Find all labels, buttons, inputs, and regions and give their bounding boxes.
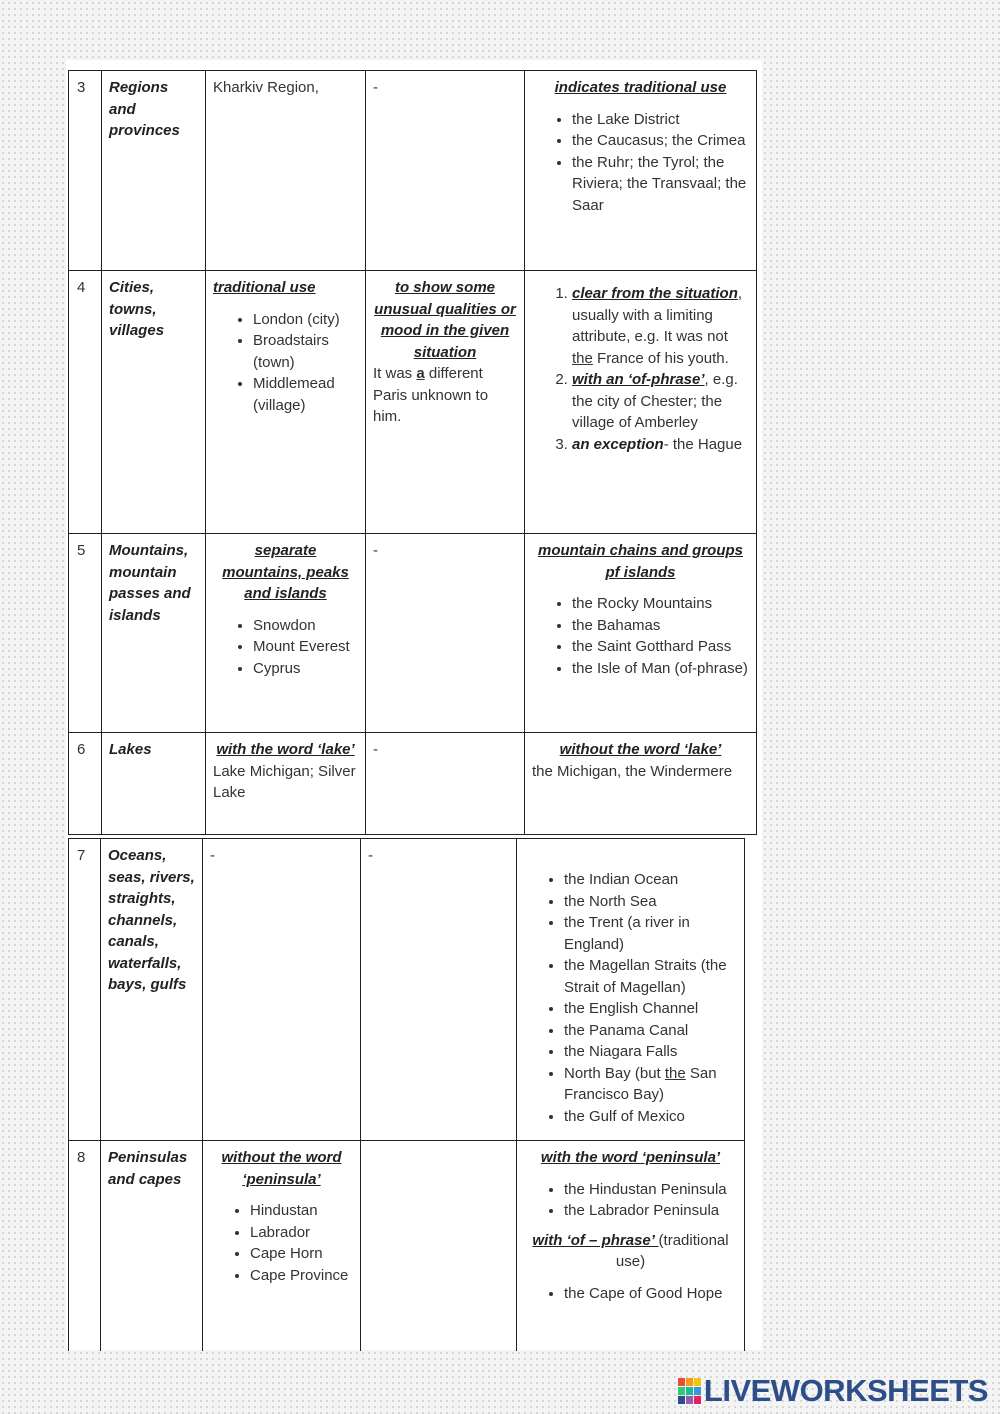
- logo-square: [694, 1387, 701, 1395]
- row-category: Cities, towns, villages: [102, 271, 206, 534]
- logo-square: [678, 1387, 685, 1395]
- text-part: , usually with a limiting attribute, e.g. It was not: [572, 285, 743, 345]
- liveworksheets-logo-icon: [678, 1378, 701, 1404]
- logo-square: [686, 1396, 693, 1404]
- geography-articles-table-part2: [68, 838, 745, 1351]
- row-number: 6: [69, 733, 102, 835]
- row-number: 3: [69, 71, 102, 271]
- list-item: • Cyprus: [253, 658, 358, 680]
- cell-col4: [517, 1141, 745, 1351]
- list-item: • the Gulf of Mexico: [564, 1106, 737, 1128]
- list-item: • the Bahamas: [572, 615, 749, 637]
- list-item: • the Isle of Man (of-phrase): [572, 658, 749, 680]
- rule-term: clear from the situation: [572, 285, 738, 302]
- rule-heading: indicates traditional use: [554, 79, 727, 96]
- row-number: 7: [69, 839, 101, 1141]
- list-item: [572, 434, 749, 456]
- text-part: France of his youth.: [592, 349, 729, 367]
- cell-col4: [517, 839, 745, 1141]
- text-part: San Francisco Bay): [564, 1064, 717, 1103]
- rule-heading: without the word ‘lake’: [559, 741, 722, 758]
- logo-square: [686, 1387, 693, 1395]
- cell-col2: [203, 1141, 361, 1351]
- row-category: Oceans, seas, rivers, straights, channels, canals, waterfalls, bays, gulfs: [101, 839, 203, 1141]
- example-list: [532, 593, 749, 679]
- list-item: • the Lake District: [572, 109, 749, 131]
- example-list: [532, 109, 749, 217]
- row-number: 5: [69, 534, 102, 733]
- cell-col4: [525, 271, 757, 534]
- example-sentence: [373, 363, 517, 428]
- list-item: • the Magellan Straits (the Strait of Magellan): [564, 955, 737, 998]
- row-category: Peninsulas and capes: [101, 1141, 203, 1351]
- example-list: [524, 1283, 737, 1305]
- list-item: [572, 283, 749, 369]
- cell-col4: [525, 733, 757, 835]
- table-row: [69, 271, 757, 534]
- cell-col3: [361, 1141, 517, 1351]
- list-item: • the Cape of Good Hope: [564, 1283, 737, 1305]
- liveworksheets-logo: [678, 1374, 988, 1408]
- list-item: • the Trent (a river in England): [564, 912, 737, 955]
- list-item: • Cape Province: [250, 1265, 353, 1287]
- example-list: [524, 1179, 737, 1222]
- example-text: Lake Michigan; Silver Lake: [213, 762, 356, 801]
- text-part: (traditional use): [615, 1231, 729, 1270]
- list-item: • the English Channel: [564, 998, 737, 1020]
- row-number: 8: [69, 1141, 101, 1351]
- rule-heading-2: [524, 1230, 737, 1273]
- example-text: the Michigan, the Windermere: [532, 762, 733, 780]
- row-category: Lakes: [102, 733, 206, 835]
- list-item: • Cape Horn: [250, 1243, 353, 1265]
- article-highlight: a: [416, 365, 425, 382]
- list-item: • the Saint Gotthard Pass: [572, 636, 749, 658]
- text-part: , e.g. the city of Chester; the village of Amberley: [572, 371, 738, 431]
- cell-col2: -: [203, 839, 361, 1141]
- logo-square: [678, 1396, 685, 1404]
- article-highlight: the: [572, 349, 593, 367]
- cell-col2: [206, 271, 366, 534]
- cell-col2: Kharkiv Region,: [206, 71, 366, 271]
- list-item: • Hindustan: [250, 1200, 353, 1222]
- table-row: [69, 733, 757, 835]
- list-item: • the North Sea: [564, 891, 737, 913]
- cell-col2: [206, 733, 366, 835]
- table-row: [69, 1141, 745, 1351]
- cell-col3: [366, 271, 525, 534]
- logo-text: LIVEWORKSHEETS: [703, 1373, 988, 1408]
- rule-term: with ‘of – phrase’: [532, 1231, 659, 1249]
- text-part: It was: [373, 365, 417, 382]
- list-item: • the Panama Canal: [564, 1020, 737, 1042]
- table-row: [69, 71, 757, 271]
- rule-heading: with the word ‘peninsula’: [540, 1149, 721, 1166]
- list-item: • the Niagara Falls: [564, 1041, 737, 1063]
- rule-heading: with the word ‘lake’: [216, 741, 355, 758]
- list-item: • the Hindustan Peninsula: [564, 1179, 737, 1201]
- list-item: • the Rocky Mountains: [572, 593, 749, 615]
- text-part: - the Hague: [663, 435, 743, 453]
- cell-col3: -: [366, 534, 525, 733]
- cell-col3: -: [366, 71, 525, 271]
- list-item: • Labrador: [250, 1222, 353, 1244]
- rule-heading: traditional use: [213, 279, 316, 296]
- example-list: [210, 1200, 353, 1286]
- list-item: • the Ruhr; the Tyrol; the Riviera; the Transvaal; the Saar: [572, 152, 749, 217]
- rule-heading: separate mountains, peaks and islands: [222, 542, 349, 602]
- example-list: [213, 309, 358, 417]
- table-row: [69, 534, 757, 733]
- cell-col3: -: [361, 839, 517, 1141]
- list-item: • the Indian Ocean: [564, 869, 737, 891]
- list-item: • the Caucasus; the Crimea: [572, 130, 749, 152]
- list-item: [572, 369, 749, 434]
- numbered-list: [532, 283, 749, 455]
- logo-square: [678, 1378, 685, 1386]
- logo-square: [694, 1378, 701, 1386]
- list-item: • the Labrador Peninsula: [564, 1200, 737, 1222]
- list-item: • Snowdon: [253, 615, 358, 637]
- text-part: North Bay (but: [564, 1064, 665, 1082]
- logo-square: [686, 1378, 693, 1386]
- row-category: Mountains, mountain passes and islands: [102, 534, 206, 733]
- cell-col2: [206, 534, 366, 733]
- example-list: [524, 869, 737, 1127]
- geography-articles-table-part1: [68, 70, 757, 835]
- example-list: [213, 615, 358, 680]
- rule-term: with an ‘of-phrase’: [572, 371, 705, 388]
- row-number: 4: [69, 271, 102, 534]
- article-highlight: the: [664, 1064, 686, 1082]
- list-item: • Middlemead (village): [253, 373, 358, 416]
- row-category: Regions and provinces: [102, 71, 206, 271]
- table-row: [69, 839, 745, 1141]
- rule-term: an exception: [572, 435, 664, 453]
- rule-heading: without the word ‘peninsula’: [221, 1149, 342, 1188]
- list-item: • Mount Everest: [253, 636, 358, 658]
- rule-heading: to show some unusual qualities or mood in the given situation: [374, 279, 516, 361]
- logo-square: [694, 1396, 701, 1404]
- list-item: [564, 1063, 737, 1106]
- list-item: • Broadstairs (town): [253, 330, 358, 373]
- list-item: • London (city): [253, 309, 358, 331]
- cell-col4: [525, 534, 757, 733]
- cell-col3: -: [366, 733, 525, 835]
- rule-heading: mountain chains and groups pf islands: [537, 542, 743, 581]
- text-part: different Paris unknown to him.: [373, 365, 489, 425]
- cell-col4: [525, 71, 757, 271]
